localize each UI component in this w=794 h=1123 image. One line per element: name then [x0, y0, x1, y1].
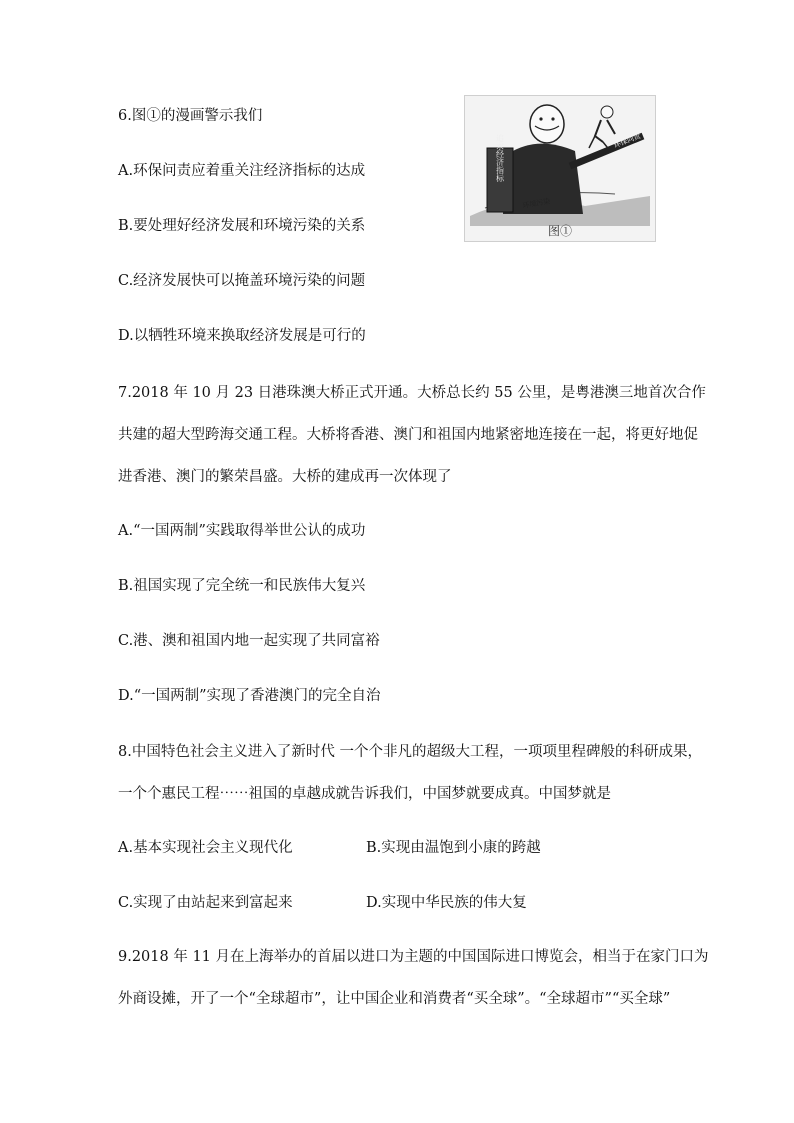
q6-option-d: D.以牺牲环境来换取经济发展是可行的	[118, 328, 366, 344]
q6-stem: 6.图①的漫画警示我们	[118, 108, 263, 124]
q6-option-a: A.环保问责应着重关注经济指标的达成	[118, 163, 366, 179]
q8-option-d: D.实现中华民族的伟大复	[366, 895, 527, 911]
q7-option-c: C.港、澳和祖国内地一起实现了共同富裕	[118, 633, 380, 649]
q7-option-a: A.“一国两制”实践取得举世公认的成功	[118, 523, 366, 539]
q8-option-a: A.基本实现社会主义现代化	[118, 840, 293, 856]
q6-cartoon-figure	[464, 95, 656, 242]
cartoon-sign-left: 追求经济指标	[495, 134, 505, 182]
q8-option-c: C.实现了由站起来到富起来	[118, 895, 293, 911]
q7-option-d: D.“一国两制”实现了香港澳门的完全自治	[118, 688, 381, 704]
q7-stem-line-3: 进香港、澳门的繁荣昌盛。大桥的建成再一次体现了	[118, 469, 452, 485]
q6-option-c: C.经济发展快可以掩盖环境污染的问题	[118, 273, 366, 289]
q7-stem-line-1: 7.2018 年 10 月 23 日港珠澳大桥正式开通。大桥总长约 55 公里，是粤港澳三地首次合作	[118, 385, 706, 401]
cartoon-ground-label: 环境污染	[521, 197, 551, 210]
q6-option-b: B.要处理好经济发展和环境污染的关系	[118, 218, 366, 234]
q7-stem-line-2: 共建的超大型跨海交通工程。大桥将香港、澳门和祖国内地紧密地连接在一起，将更好地促	[118, 427, 698, 443]
q8-stem-line-2: 一个个惠民工程⋯⋯祖国的卓越成就告诉我们，中国梦就要成真。中国梦就是	[118, 786, 611, 802]
q7-option-b: B.祖国实现了完全统一和民族伟大复兴	[118, 578, 366, 594]
figure-caption: 图①	[547, 224, 572, 238]
q8-stem-line-1: 8.中国特色社会主义进入了新时代 一个个非凡的超级大工程，一项项里程碑般的科研成果，	[118, 744, 702, 760]
q9-stem-line-2: 外商设摊，开了一个“全球超市”，让中国企业和消费者“买全球”。“全球超市”“买全球”	[118, 991, 671, 1007]
q8-option-b: B.实现由温饱到小康的跨越	[366, 840, 541, 856]
cartoon-sign-right: 环保问责	[612, 131, 642, 150]
q9-stem-line-1: 9.2018 年 11 月在上海举办的首届以进口为主题的中国国际进口博览会，相当于在家门口为	[118, 949, 709, 965]
cartoon-illustration	[465, 96, 655, 241]
